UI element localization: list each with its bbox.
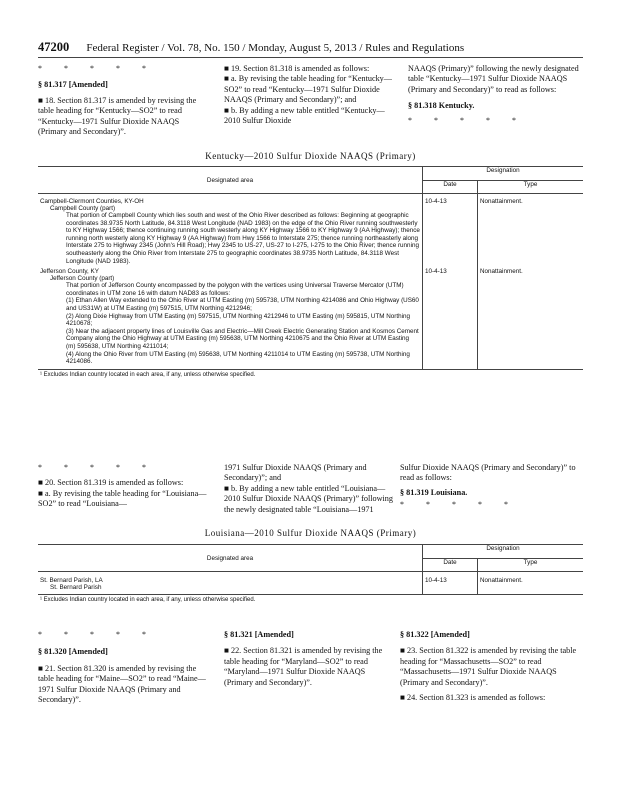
table-row bbox=[38, 328, 583, 351]
bottom-column-1 bbox=[38, 630, 210, 705]
table-row bbox=[38, 351, 583, 370]
amendment-text: 1971 Sulfur Dioxide NAAQS (Primary and Secondary)”; and bbox=[224, 463, 367, 483]
section-heading: § 81.322 [Amended] bbox=[400, 630, 470, 639]
table-row bbox=[38, 572, 583, 585]
column-header-designation: Designation bbox=[423, 167, 584, 181]
amendment-text: ■ 24. Section 81.323 is amended as follows: bbox=[400, 693, 546, 703]
page-number: 47200 bbox=[38, 40, 70, 54]
amendment-item: ■ b. By adding a new table entitled “Louisiana—2010 Sulfur Dioxide NAAQS (Primary)” following the newly designated table “Louisiana—1971 bbox=[224, 483, 393, 514]
table-row bbox=[38, 194, 583, 206]
amendment-text: ■ 23. Section 81.322 is amended by revising the table heading for “Massachusetts—SO2” to read “Massachusetts—1971 Sulfur Dioxide NAAQS (Primary and Secondary)”. bbox=[400, 646, 577, 687]
bottom-column-2 bbox=[224, 630, 396, 688]
column-header-type: Type bbox=[478, 180, 584, 194]
top-column-1 bbox=[38, 64, 210, 137]
table-row bbox=[38, 584, 583, 595]
designation-type: Nonattainment. bbox=[478, 265, 584, 275]
table-row bbox=[38, 313, 583, 328]
area-name: Campbell-Clermont Counties, KY-OH bbox=[40, 198, 144, 205]
journal-citation: Federal Register / Vol. 78, No. 150 / Monday, August 5, 2013 / Rules and Regulations bbox=[86, 42, 465, 54]
column-header-date: Date bbox=[423, 558, 478, 572]
vertex-point: (1) Ethan Allen Way extended to the Ohio River at UTM Easting (m) 595738, UTM Northing 4214086 and Ohio Highway (US60 and US31W) at UTM Easting (m) 597515, UTM Northing 4212946; bbox=[66, 297, 419, 312]
designation-date: 10-4-13 bbox=[423, 265, 478, 275]
stars: * * * * * bbox=[400, 500, 518, 510]
area-description: That portion of Campbell County which lies south and west of the Ohio River described as follows: Beginning at geographic coordinates 38.9735 North Latitude, 84.3118 West Longitude (NAD 1983) on the edge of the Ohio River running southwesterly to KY Highway 1566; thence continuing running south westerly along KY Highway 1566 to KY Highway 9 (AA Highway); thence running north westerly along KY Highway 9 (AA Highway) from Hwy 1566 to Interstate 275; thence running northeasterly along Interstate 275 to Highway 2345 (John's Hill Road); Hwy 2345 to US-27, US-27 to I-275, I-275 to the Ohio River; thence running southeasterly along the Ohio River from Interstate 275 to geographic coordinates 38.9735 North Latitude, 84.3118 West Longitude (NAD 1983). bbox=[66, 212, 420, 265]
top-column-2 bbox=[224, 64, 396, 126]
column-header-area: Designated area bbox=[38, 545, 423, 572]
amendment-text: ■ 21. Section 81.320 is amended by revising the table heading for “Maine—SO2” to read “Maine—1971 Sulfur Dioxide NAAQS (Primary and Secondary)”. bbox=[38, 663, 206, 705]
table-row bbox=[38, 212, 583, 265]
designation-date: 10-4-13 bbox=[423, 572, 478, 585]
county-name: St. Bernard Parish bbox=[50, 584, 102, 591]
stars: * * * * * bbox=[38, 630, 156, 639]
table-row bbox=[38, 297, 583, 312]
designation-date: 10-4-13 bbox=[423, 194, 478, 206]
area-name: St. Bernard Parish, LA bbox=[40, 577, 103, 584]
middle-column-3 bbox=[400, 463, 584, 511]
bottom-column-3 bbox=[400, 630, 584, 703]
amendment-item: ■ a. By revising the table heading for “Louisiana—SO2” to read “Louisiana— bbox=[38, 488, 207, 509]
table-title: Kentucky—2010 Sulfur Dioxide NAAQS (Primary) bbox=[205, 151, 416, 161]
table-row bbox=[38, 205, 583, 212]
vertex-point: (3) Near the adjacent property lines of Louisville Gas and Electric—Mill Creek Electric Generating Station and Kosmos Cement Company along the Ohio Highway at UTM Easting (m) 595638, UTM Northing 4210675 and the Ohio River at UTM Easting (m) 595638, UTM Northing 4211014; bbox=[66, 327, 419, 350]
table-row bbox=[38, 265, 583, 275]
amendment-text: NAAQS (Primary)” following the newly designated table “Kentucky—1971 Sulfur Dioxide NAAQS (Primary and Secondary)” to read as follows: bbox=[408, 64, 579, 94]
stars: * * * * * bbox=[38, 64, 156, 73]
section-heading: § 81.317 [Amended] bbox=[38, 80, 108, 90]
column-header-area: Designated area bbox=[38, 167, 423, 194]
amendment-text: ■ 18. Section 81.317 is amended by revising the table heading for “Kentucky—SO2” to read “Kentucky—1971 Sulfur Dioxide NAAQS (Primary and Secondary)”. bbox=[38, 95, 197, 137]
amendment-item: ■ a. By revising the table heading for “Kentucky—SO2” to read “Kentucky—1971 Sulfur Dioxide NAAQS (Primary and Secondary)”; and bbox=[224, 74, 392, 105]
table-footnote: ¹ Excludes Indian country located in each area, if any, unless otherwise specified. bbox=[40, 371, 256, 378]
amendment-item: ■ b. By adding a new table entitled “Kentucky—2010 Sulfur Dioxide bbox=[224, 105, 385, 126]
column-header-type: Type bbox=[478, 558, 584, 572]
column-header-date: Date bbox=[423, 180, 478, 194]
stars: * * * * * bbox=[38, 463, 156, 472]
amendment-text: Sulfur Dioxide NAAQS (Primary and Secondary)” to read as follows: bbox=[400, 463, 576, 483]
section-heading: § 81.319 Louisiana. bbox=[400, 487, 468, 497]
kentucky-table bbox=[38, 166, 583, 378]
area-name: Jefferson County, KY bbox=[40, 268, 99, 276]
table-footnote: ¹ Excludes Indian country located in each area, if any, unless otherwise specified. bbox=[40, 597, 256, 603]
amendment-text: ■ 19. Section 81.318 is amended as follows: bbox=[224, 64, 370, 73]
section-heading: § 81.320 [Amended] bbox=[38, 647, 108, 657]
area-description: That portion of Jefferson County encompassed by the polygon with the vertices using Universal Traverse Mercator (UTM) coordinates in UTM zone 16 with datum NAD83 as follows: bbox=[66, 282, 404, 297]
amendment-text: ■ 22. Section 81.321 is amended by revising the table heading for “Maryland—SO2” to read “Maryland—1971 Sulfur Dioxide NAAQS (Primary and Secondary)”. bbox=[224, 646, 383, 687]
county-name: Jefferson County (part) bbox=[50, 275, 115, 283]
section-heading: § 81.321 [Amended] bbox=[224, 630, 294, 639]
header-rule bbox=[38, 57, 583, 58]
table-row bbox=[38, 275, 583, 282]
running-header bbox=[38, 40, 583, 55]
stars: * * * * * bbox=[408, 115, 526, 125]
designation-type: Nonattainment. bbox=[478, 194, 584, 206]
vertex-point: (4) Along the Ohio River from UTM Easting (m) 595638, UTM Northing 4211014 to UTM Easting (m) 595738, UTM Northing 4214086. bbox=[66, 350, 410, 366]
county-name: Campbell County (part) bbox=[50, 205, 116, 212]
middle-column-2 bbox=[224, 463, 396, 515]
vertex-point: (2) Along Dixie Highway from UTM Easting (m) 597515, UTM Northing 4212946 to UTM Easting (m) 595815, UTM Northing 4210678; bbox=[66, 312, 411, 328]
middle-column-1 bbox=[38, 463, 210, 510]
top-column-3 bbox=[408, 64, 584, 126]
column-header-designation: Designation bbox=[423, 545, 584, 559]
designation-type: Nonattainment. bbox=[478, 572, 584, 585]
section-heading: § 81.318 Kentucky. bbox=[408, 101, 475, 111]
table-row bbox=[38, 282, 583, 297]
table-title: Louisiana—2010 Sulfur Dioxide NAAQS (Primary) bbox=[204, 528, 417, 538]
louisiana-table bbox=[38, 544, 583, 603]
amendment-text: ■ 20. Section 81.319 is amended as follows: bbox=[38, 478, 184, 488]
